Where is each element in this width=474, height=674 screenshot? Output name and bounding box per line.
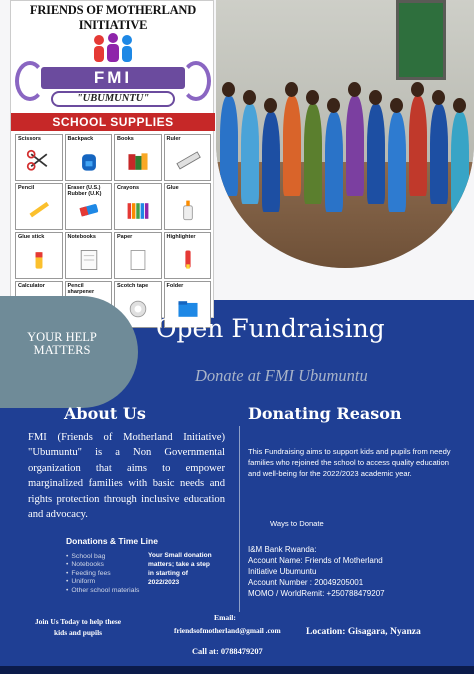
list-item: • School bag xyxy=(66,553,146,561)
supply-label: Pencil xyxy=(18,185,35,191)
child-figure xyxy=(304,104,322,204)
child-head xyxy=(264,98,277,113)
books-icon xyxy=(123,149,153,175)
supply-cell xyxy=(114,134,162,181)
bank-details xyxy=(248,544,458,599)
child-figure xyxy=(241,104,259,204)
column-divider xyxy=(239,426,240,612)
family-figures-icon xyxy=(87,33,139,65)
supply-cell xyxy=(164,134,212,181)
list-item: • Notebooks xyxy=(66,561,146,569)
join-text: Join Us Today to help these kids and pupils xyxy=(34,617,122,637)
supply-label: Notebooks xyxy=(67,234,96,240)
glue-stick-icon xyxy=(24,247,54,273)
supply-label: Ruler xyxy=(166,136,181,142)
child-figure xyxy=(262,112,280,212)
tape-icon xyxy=(123,296,153,322)
child-figure xyxy=(409,96,427,196)
donations-list xyxy=(66,553,146,595)
list-item: • Feeding fees xyxy=(66,570,146,578)
ways-to-donate: Ways to Donate xyxy=(270,519,324,528)
fmi-logo xyxy=(11,1,215,111)
eraser-icon xyxy=(74,198,104,224)
child-head xyxy=(390,98,403,113)
list-item: • Other school materials xyxy=(66,587,146,595)
supply-cell xyxy=(114,232,162,279)
supply-cell xyxy=(65,183,113,230)
child-figure xyxy=(346,96,364,196)
photo-door xyxy=(396,0,446,80)
supply-cell xyxy=(15,134,63,181)
supply-cell xyxy=(65,232,113,279)
logo-acronym: FMI xyxy=(41,67,185,89)
child-figure xyxy=(367,104,385,204)
child-figure xyxy=(283,96,301,196)
bank-line: Initiative Ubumuntu xyxy=(248,567,317,576)
help-text: YOUR HELP MATTERS xyxy=(27,330,97,357)
logo-curl-right xyxy=(181,61,211,101)
crayons-icon xyxy=(123,198,153,224)
scissors-icon xyxy=(24,149,54,175)
supply-label: Books xyxy=(117,136,134,142)
child-figure xyxy=(451,112,469,212)
page-title: Open Fundraising xyxy=(156,314,385,343)
child-head xyxy=(411,82,424,97)
supply-cell xyxy=(65,134,113,181)
list-item: • Uniform xyxy=(66,578,146,586)
child-figure xyxy=(325,112,343,212)
location-text: Location: Gisagara, Nyanza xyxy=(306,626,421,637)
paper-icon xyxy=(123,247,153,273)
supply-cell xyxy=(114,183,162,230)
email-label: Email: xyxy=(214,613,236,622)
phone-number[interactable]: Call at: 0788479207 xyxy=(192,647,263,656)
supply-label: Glue stick xyxy=(18,234,45,240)
email-address[interactable]: friendsofmotherland@gmail .com xyxy=(174,626,281,635)
bank-line: I&M Bank Rwanda: xyxy=(248,545,317,554)
bank-line: Account Number : 20049205001 xyxy=(248,578,364,587)
logo-ribbon: "UBUMUNTU" xyxy=(51,91,175,107)
school-supplies-poster xyxy=(10,0,214,318)
ruler-icon xyxy=(173,149,203,175)
supplies-title: SCHOOL SUPPLIES xyxy=(11,113,215,131)
supply-label: Pencil sharpener xyxy=(67,283,95,295)
donating-text: This Fundraising aims to support kids and pupils from needy families who rejoined the school to access quality education and well-being for the 2022/2023 academic year. xyxy=(248,447,451,478)
supply-cell xyxy=(15,183,63,230)
supply-label: Paper xyxy=(117,234,133,240)
supply-label: Glue xyxy=(166,185,179,191)
logo-arc-text: FRIENDS OF MOTHERLAND INITIATIVE xyxy=(29,3,197,32)
child-head xyxy=(243,90,256,105)
child-head xyxy=(369,90,382,105)
child-head xyxy=(306,90,319,105)
bottom-bar xyxy=(0,666,474,674)
supply-label: Folder xyxy=(166,283,184,289)
supply-label: Scotch tape xyxy=(117,283,149,289)
supply-cell xyxy=(164,232,212,279)
supply-label: Eraser (U.S.) Rubber (U.K) xyxy=(67,185,102,197)
supply-cell xyxy=(15,232,63,279)
child-head xyxy=(222,82,235,97)
about-text: FMI (Friends of Motherland Initiative) "Ubumuntu" is a Non Governmental organization that aims to empower marginalized families with basic needs and rights protection through inclusive education and advocacy. xyxy=(28,432,225,521)
about-heading: About Us xyxy=(64,404,146,423)
donation-note: Your Small donation matters; take a step in starting of 2022/2023 xyxy=(148,552,212,586)
child-head xyxy=(327,98,340,113)
pencil-icon xyxy=(24,198,54,224)
notebook-icon xyxy=(74,247,104,273)
supply-label: Calculator xyxy=(18,283,45,289)
child-head xyxy=(285,82,298,97)
supply-label: Highlighter xyxy=(166,234,196,240)
supply-cell xyxy=(164,183,212,230)
donating-heading: Donating Reason xyxy=(248,404,402,423)
glue-icon xyxy=(173,198,203,224)
child-head xyxy=(453,98,466,113)
highlighter-icon xyxy=(173,247,203,273)
photo-circle xyxy=(216,0,474,268)
supply-label: Crayons xyxy=(117,185,140,191)
page-subtitle: Donate at FMI Ubumuntu xyxy=(195,366,368,385)
child-figure xyxy=(388,112,406,212)
child-head xyxy=(432,90,445,105)
bank-line: MOMO / WorldRemit: +250788479207 xyxy=(248,589,385,598)
children-photo xyxy=(216,0,474,275)
backpack-icon xyxy=(74,149,104,175)
supply-label: Scissors xyxy=(18,136,41,142)
child-figure xyxy=(430,104,448,204)
bank-line: Account Name: Friends of Motherland xyxy=(248,556,383,565)
child-figure xyxy=(220,96,238,196)
supply-label: Backpack xyxy=(67,136,94,142)
donations-timeline-heading: Donations & Time Line xyxy=(66,536,158,546)
child-head xyxy=(348,82,361,97)
